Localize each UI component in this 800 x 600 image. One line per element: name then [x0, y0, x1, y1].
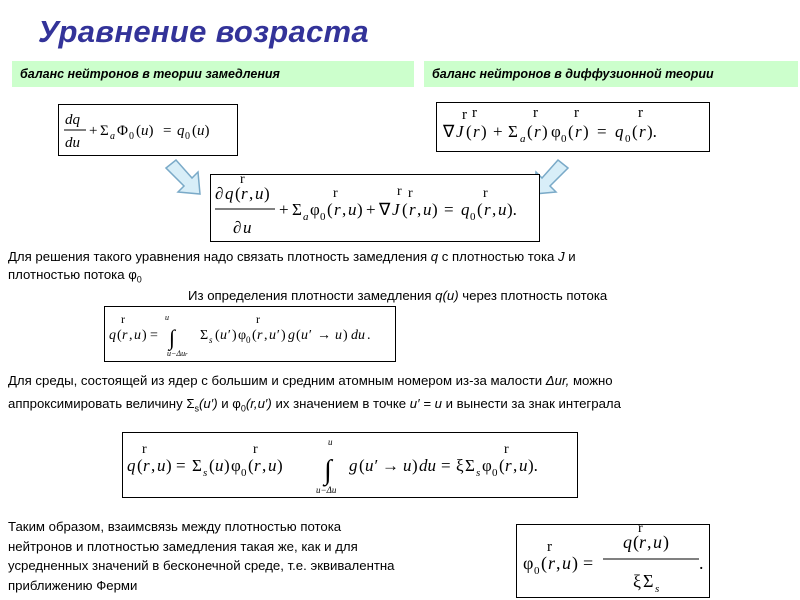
formula-age-equation: [210, 174, 540, 242]
svg-text:,: ,: [151, 456, 156, 475]
svg-text:a: a: [520, 133, 526, 145]
svg-text:r: r: [639, 532, 647, 552]
svg-text:(: (: [235, 184, 241, 203]
svg-text:J: J: [456, 122, 464, 141]
svg-text:(: (: [327, 200, 333, 219]
svg-text:=: =: [583, 553, 594, 573]
svg-text:r: r: [121, 312, 125, 326]
svg-text:,: ,: [492, 200, 497, 219]
slide-title: Уравнение возраста: [38, 14, 369, 49]
svg-text:u: u: [498, 200, 507, 219]
subscript: 0: [136, 274, 142, 285]
svg-text:): ): [481, 122, 487, 141]
svg-text:r: r: [472, 105, 477, 121]
svg-text:du: du: [351, 328, 365, 343]
symbol-q-u: q(u): [435, 288, 459, 303]
svg-text:(: (: [215, 328, 220, 343]
svg-text:): ): [277, 456, 283, 475]
svg-text:0: 0: [241, 467, 247, 479]
paragraph-definition: [188, 287, 607, 305]
svg-text:+: +: [493, 122, 503, 141]
svg-text:r: r: [462, 107, 467, 123]
svg-text:Σ: Σ: [465, 456, 475, 475]
svg-text:(: (: [527, 122, 533, 141]
svg-text:→: →: [317, 328, 331, 343]
svg-text:0: 0: [185, 131, 190, 142]
svg-text:g: g: [349, 456, 358, 475]
svg-text:r: r: [638, 525, 643, 536]
svg-text:u: u: [328, 437, 333, 447]
svg-text:(: (: [541, 553, 547, 573]
svg-text:du: du: [419, 456, 436, 475]
svg-text:ξ: ξ: [456, 456, 464, 475]
svg-text:u: u: [134, 328, 141, 343]
svg-text:r: r: [484, 200, 491, 219]
svg-text:): ): [343, 328, 348, 343]
paragraph-conclusion: [8, 517, 488, 595]
symbol-q: q: [430, 249, 439, 264]
svg-text:r: r: [240, 175, 245, 187]
svg-text:,: ,: [417, 200, 422, 219]
svg-text:): ): [412, 456, 418, 475]
svg-text:J: J: [392, 200, 400, 219]
svg-text:Σ: Σ: [292, 200, 302, 219]
svg-text:): ): [281, 328, 286, 343]
symbol-arg: (r,u′): [245, 396, 272, 411]
svg-text:φ: φ: [523, 553, 534, 573]
svg-text:∇: ∇: [443, 122, 455, 141]
svg-text:q: q: [615, 122, 624, 141]
svg-text:u′: u′: [365, 456, 378, 475]
symbol-delta-ur: Δur,: [545, 373, 570, 388]
svg-text:r: r: [253, 442, 258, 457]
svg-text:r: r: [534, 122, 541, 141]
svg-text:r: r: [505, 456, 512, 475]
svg-text:u: u: [157, 456, 166, 475]
svg-text:(: (: [499, 456, 505, 475]
svg-text:Φ: Φ: [117, 123, 128, 139]
svg-text:(u): (u): [136, 123, 154, 139]
svg-text:s: s: [209, 335, 213, 345]
arrow-down-right-icon: [162, 158, 208, 198]
svg-text:r: r: [504, 442, 509, 457]
svg-text:u: u: [165, 313, 169, 322]
svg-text:φ: φ: [551, 122, 561, 141]
text: Из определения плотности замедления: [188, 288, 436, 303]
svg-text:(: (: [359, 456, 365, 475]
svg-text:0: 0: [492, 467, 498, 479]
svg-text:).: ).: [507, 200, 517, 219]
svg-text:u−Δur: u−Δur: [167, 349, 188, 358]
svg-text:Σ: Σ: [643, 571, 654, 591]
symbol-u-equals: u′ = u: [409, 396, 442, 411]
svg-text:q: q: [461, 200, 470, 219]
svg-text:=: =: [150, 328, 158, 343]
formula-slowing-down-balance: [58, 104, 238, 156]
svg-text:r: r: [483, 186, 488, 201]
formula-fermi-flux: [516, 524, 710, 598]
svg-text:): ): [572, 553, 578, 573]
svg-text:u: u: [255, 184, 264, 203]
svg-text:u: u: [403, 456, 412, 475]
svg-text:s: s: [655, 583, 660, 595]
text: и: [564, 249, 576, 264]
svg-text:).: ).: [647, 122, 657, 141]
svg-text:∫: ∫: [324, 455, 332, 486]
svg-text:φ: φ: [310, 200, 320, 219]
svg-text:(: (: [117, 328, 122, 343]
svg-text:q: q: [177, 123, 185, 139]
svg-text:r: r: [333, 186, 338, 201]
symbol-arg: (u′): [199, 396, 218, 411]
svg-text:=: =: [597, 122, 607, 141]
svg-text:0: 0: [246, 335, 251, 345]
svg-text:0: 0: [470, 211, 476, 223]
text-line: приближению Ферми: [8, 577, 138, 593]
svg-text:r: r: [143, 456, 150, 475]
paragraph-relation-needed: [8, 248, 798, 289]
svg-text:(: (: [209, 456, 215, 475]
svg-text:0: 0: [534, 565, 540, 577]
svg-text:.: .: [699, 553, 704, 573]
text: Для среды, состоящей из ядер с большим и средним атомным номером из-за малости: [8, 373, 546, 388]
svg-text:,: ,: [647, 532, 652, 552]
svg-text:=: =: [441, 456, 451, 475]
svg-text:+: +: [279, 200, 289, 219]
svg-text:φ: φ: [231, 456, 241, 475]
svg-text:r: r: [241, 184, 248, 203]
text: их значением в точке: [271, 396, 410, 411]
svg-text:Σ: Σ: [192, 456, 202, 475]
svg-text:Σ: Σ: [508, 122, 518, 141]
svg-text:,: ,: [262, 456, 267, 475]
text-line: Таким образом, взаимсвязь между плотностью потока: [8, 519, 342, 534]
formula-slowing-density-approx: [122, 432, 578, 498]
svg-text:0: 0: [320, 211, 326, 223]
svg-text:,: ,: [264, 328, 268, 343]
svg-text:.: .: [367, 328, 371, 343]
svg-text:): ): [583, 122, 589, 141]
svg-text:a: a: [110, 131, 115, 142]
svg-text:(: (: [252, 328, 257, 343]
svg-text:r: r: [257, 328, 263, 343]
subscript: 0: [240, 403, 246, 414]
svg-text:u: u: [562, 553, 571, 573]
svg-text:r: r: [408, 186, 413, 201]
tab-diffusion-theory: баланс нейтронов в диффузионной теории: [424, 61, 798, 87]
svg-text:u: u: [653, 532, 662, 552]
text: с плотностью тока: [438, 249, 559, 264]
svg-text:(: (: [633, 532, 639, 552]
svg-text:r: r: [575, 122, 582, 141]
svg-text:r: r: [639, 122, 646, 141]
text-line: нейтронов и плотностью замедления такая же, как и для: [8, 538, 358, 554]
svg-text:).: ).: [528, 456, 538, 475]
svg-text:ξ: ξ: [633, 571, 642, 591]
svg-text:,: ,: [249, 184, 254, 203]
svg-text:(: (: [477, 200, 483, 219]
svg-text:,: ,: [513, 456, 518, 475]
svg-text:a: a: [303, 211, 309, 223]
svg-text:r: r: [473, 122, 480, 141]
svg-text:): ): [542, 122, 548, 141]
svg-text:du: du: [65, 135, 80, 151]
svg-text:(: (: [248, 456, 254, 475]
svg-text:(: (: [632, 122, 638, 141]
svg-text:u: u: [268, 456, 277, 475]
svg-text:∇: ∇: [379, 200, 391, 219]
svg-text:→: →: [382, 456, 399, 475]
svg-text:r: r: [122, 328, 128, 343]
subscript: s: [194, 403, 199, 414]
text: через плотность потока: [458, 288, 608, 303]
svg-text:+: +: [89, 123, 98, 139]
text: и: [217, 396, 233, 411]
svg-text:r: r: [256, 312, 260, 326]
svg-text:φ: φ: [238, 328, 247, 343]
svg-text:u−Δu: u−Δu: [316, 485, 337, 495]
svg-text:=: =: [444, 200, 454, 219]
svg-text:r: r: [409, 200, 416, 219]
svg-text:r: r: [574, 105, 579, 121]
svg-text:q: q: [225, 184, 234, 203]
svg-text:): ): [357, 200, 363, 219]
svg-text:): ): [232, 328, 237, 343]
svg-text:(: (: [402, 200, 408, 219]
svg-text:r: r: [547, 539, 552, 555]
text-line: усредненных значений в бесконечной среде, т.е. эквивалентна: [8, 558, 395, 573]
svg-text:u: u: [243, 218, 252, 237]
text: и вынести за знак интеграла: [441, 396, 621, 411]
svg-text:dq: dq: [65, 112, 80, 128]
text: аппроксимировать величину: [8, 396, 187, 411]
svg-text:0: 0: [561, 133, 567, 145]
paragraph-approximation: [8, 369, 798, 421]
svg-text:r: r: [254, 456, 261, 475]
svg-text:): ): [142, 328, 147, 343]
svg-text:=: =: [176, 456, 186, 475]
svg-text:r: r: [548, 553, 556, 573]
svg-text:u: u: [519, 456, 528, 475]
text: Для решения такого уравнения надо связать плотность замедления: [8, 249, 431, 264]
symbol-sigma: Σ: [186, 396, 195, 411]
svg-text:u′: u′: [269, 328, 280, 343]
formula-slowing-density-definition: [104, 306, 396, 362]
svg-text:q: q: [127, 456, 136, 475]
svg-text:q: q: [109, 328, 116, 343]
svg-text:(: (: [568, 122, 574, 141]
svg-text:u′: u′: [301, 328, 312, 343]
svg-text:φ: φ: [482, 456, 492, 475]
svg-text:u: u: [423, 200, 432, 219]
svg-text:r: r: [142, 442, 147, 457]
svg-text:): ): [264, 184, 270, 203]
formula-diffusion-balance: [436, 102, 710, 152]
svg-text:r: r: [638, 105, 643, 121]
svg-text:): ): [166, 456, 172, 475]
svg-text:): ): [432, 200, 438, 219]
svg-text:∫: ∫: [169, 325, 176, 350]
svg-text:u′: u′: [220, 328, 231, 343]
svg-text:s: s: [203, 467, 208, 479]
svg-text:u: u: [348, 200, 357, 219]
svg-text:r: r: [397, 184, 402, 199]
svg-text:=: =: [163, 123, 172, 139]
svg-text:Σ: Σ: [200, 328, 209, 343]
svg-text:g: g: [288, 328, 295, 343]
svg-text:,: ,: [129, 328, 133, 343]
svg-text:): ): [224, 456, 230, 475]
svg-text:∂: ∂: [233, 218, 242, 237]
svg-text:(: (: [137, 456, 143, 475]
svg-text:0: 0: [129, 131, 134, 142]
symbol-phi: φ: [232, 396, 241, 411]
svg-text:(: (: [466, 122, 472, 141]
svg-text:): ): [663, 532, 669, 552]
svg-text:Σ: Σ: [100, 123, 109, 139]
svg-text:+: +: [366, 200, 376, 219]
svg-text:(: (: [296, 328, 301, 343]
svg-text:,: ,: [342, 200, 347, 219]
svg-text:q: q: [623, 532, 632, 552]
svg-text:,: ,: [556, 553, 561, 573]
svg-text:∂: ∂: [215, 184, 224, 203]
svg-text:0: 0: [625, 133, 631, 145]
text: плотностью потока φ: [8, 267, 137, 282]
svg-text:r: r: [334, 200, 341, 219]
tab-slowing-down-theory: баланс нейтронов в теории замедления: [12, 61, 414, 87]
text: можно: [569, 373, 613, 388]
svg-text:(u): (u): [192, 123, 210, 139]
svg-text:u: u: [215, 456, 224, 475]
symbol-j: J: [558, 249, 565, 264]
svg-text:r: r: [533, 105, 538, 121]
svg-text:s: s: [476, 467, 481, 479]
svg-text:u: u: [335, 328, 342, 343]
